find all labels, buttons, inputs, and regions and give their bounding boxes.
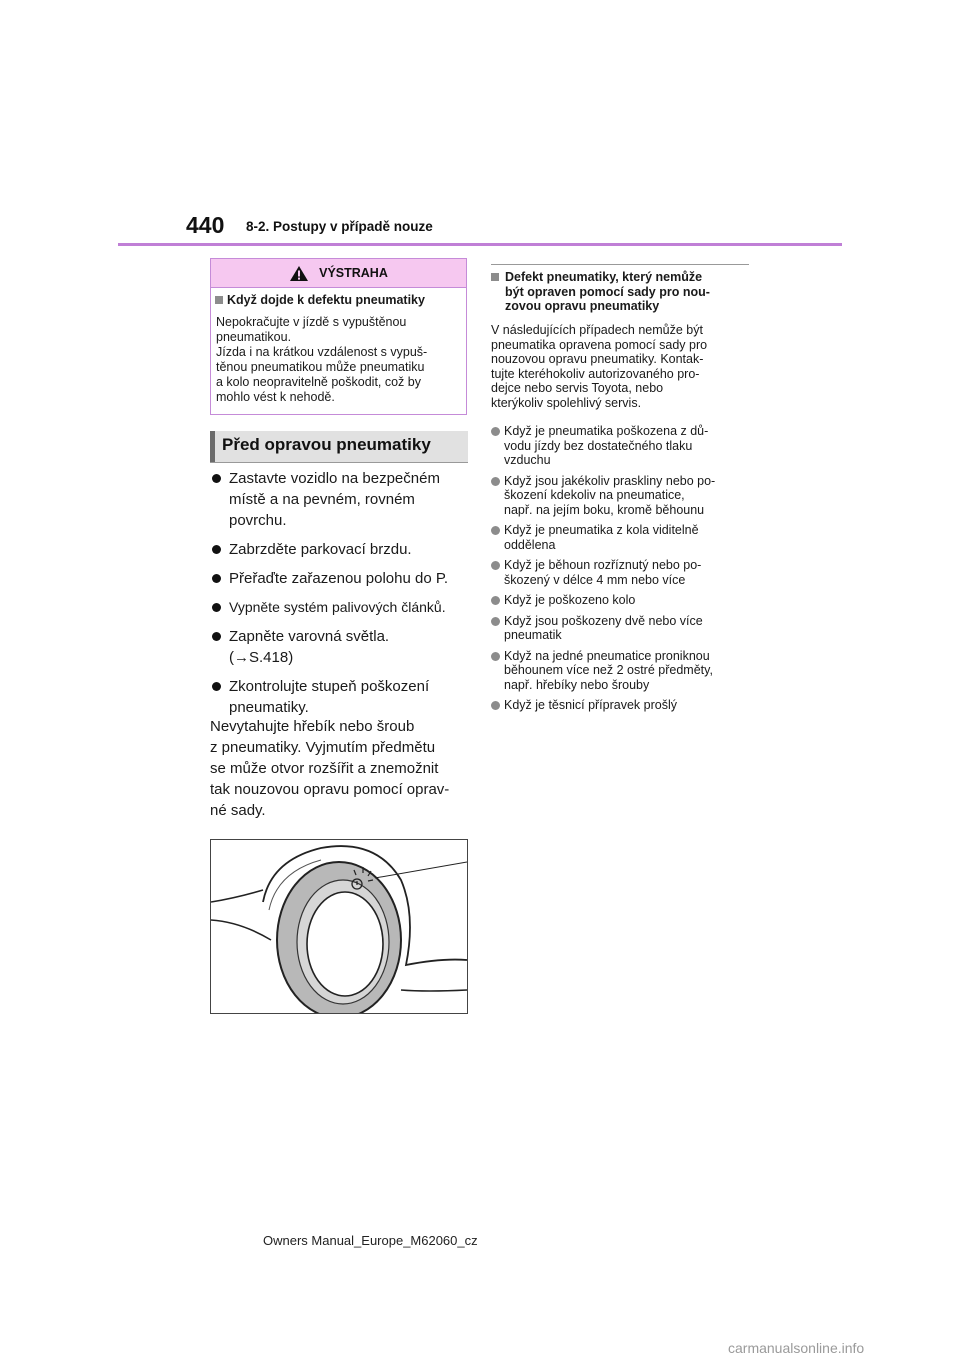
right-intro: V následujících případech nemůže být pneumatika opravena pomocí sady pro nouzovou opravu pneumatiky. Kontak- tujte kteréhokoliv autorizovaného pro- dejce nebo servis Toyota, nebo kterýkoliv spolehlivý servis. [491, 323, 708, 410]
square-bullet-icon [491, 273, 499, 281]
left-bullet-list [210, 468, 470, 726]
section-heading-text: Před opravou pneumatiky [222, 435, 431, 454]
tire-illustration-svg [211, 840, 467, 1013]
list-item: Když je běhoun rozříznutý nebo po- škozený v délce 4 mm nebo více [491, 558, 753, 587]
bullet-icon [491, 526, 500, 535]
warning-line: těnou pneumatikou může pneumatiku [216, 360, 425, 374]
bullet-icon [491, 477, 500, 486]
warning-line: mohlo vést k nehodě. [216, 390, 335, 404]
page-number: 440 [186, 212, 225, 238]
header-rule [118, 243, 842, 246]
bullet-icon [212, 574, 221, 583]
warning-line: Jízda i na krátkou vzdálenost s vypuš- [216, 345, 428, 359]
footer-text: Owners Manual_Europe_M62060_cz [263, 1233, 478, 1248]
bullet-icon [491, 561, 500, 570]
bullet-icon [212, 474, 221, 483]
list-item: Když je poškozeno kolo [491, 593, 753, 608]
page-reference-link[interactable]: (→S.418) [229, 649, 294, 666]
list-item: Zabrzděte parkovací brzdu. [210, 539, 470, 560]
warning-line: pneumatikou. [216, 330, 292, 344]
right-column-rule [491, 264, 749, 265]
left-paragraph: Nevytahujte hřebík nebo šroub z pneumatiky. Vyjmutím předmětu se může otvor rozšířit a znemožnit tak nouzovou opravu pomocí oprav- né sady. [210, 718, 450, 819]
list-item: Zapněte varovná světla. (→S.418) [210, 626, 470, 668]
list-item: Když na jedné pneumatice proniknou běhounem více než 2 ostré předměty, např. hřebíky nebo šrouby [491, 649, 753, 693]
bullet-icon [491, 617, 500, 626]
warning-header [211, 259, 466, 288]
section-heading [210, 431, 468, 463]
list-item: Když jsou jakékoliv praskliny nebo po- škození kdekoliv na pneumatice, např. na jejím boku, kromě běhounu [491, 474, 753, 518]
section-title: 8-2. Postupy v případě nouze [246, 219, 433, 234]
watermark: carmanualsonline.info [728, 1340, 865, 1356]
bullet-icon [212, 682, 221, 691]
heading-accent [210, 431, 215, 462]
list-item: Zkontrolujte stupeň poškození pneumatiky. [210, 676, 470, 718]
list-item: Vypněte systém palivových článků. [210, 597, 470, 618]
right-subtitle: Defekt pneumatiky, který nemůže být opraven pomocí sady pro nou- zovou opravu pneumatiky [491, 270, 753, 314]
bullet-icon [491, 701, 500, 710]
warning-line: Nepokračujte v jízdě s vypuštěnou [216, 315, 407, 329]
list-item: Když je pneumatika poškozena z dů- vodu jízdy bez dostatečného tlaku vzduchu [491, 424, 753, 468]
list-item: Přeřaďte zařazenou polohu do P. [210, 568, 470, 589]
list-item: Když je pneumatika z kola viditelně oddělena [491, 523, 753, 552]
bullet-icon [212, 603, 221, 612]
warning-subtitle [215, 293, 425, 307]
warning-triangle-icon [289, 265, 309, 282]
warning-line: a kolo neopravitelně poškodit, což by [216, 375, 421, 389]
list-item: Zastavte vozidlo na bezpečném místě a na pevném, rovném povrchu. [210, 468, 470, 531]
tire-illustration [210, 839, 468, 1014]
list-item: Když jsou poškozeny dvě nebo více pneumatik [491, 614, 753, 643]
square-bullet-icon [215, 296, 223, 304]
list-item: Když je těsnicí přípravek prošlý [491, 698, 753, 713]
bullet-icon [491, 652, 500, 661]
warning-box [210, 258, 467, 415]
bullet-icon [491, 427, 500, 436]
bullet-icon [212, 545, 221, 554]
right-bullet-list [491, 424, 753, 719]
warning-subtitle-text: Když dojde k defektu pneumatiky [227, 293, 425, 307]
bullet-icon [212, 632, 221, 641]
warning-text [216, 315, 464, 405]
warning-title: VÝSTRAHA [319, 266, 388, 280]
bullet-icon [491, 596, 500, 605]
